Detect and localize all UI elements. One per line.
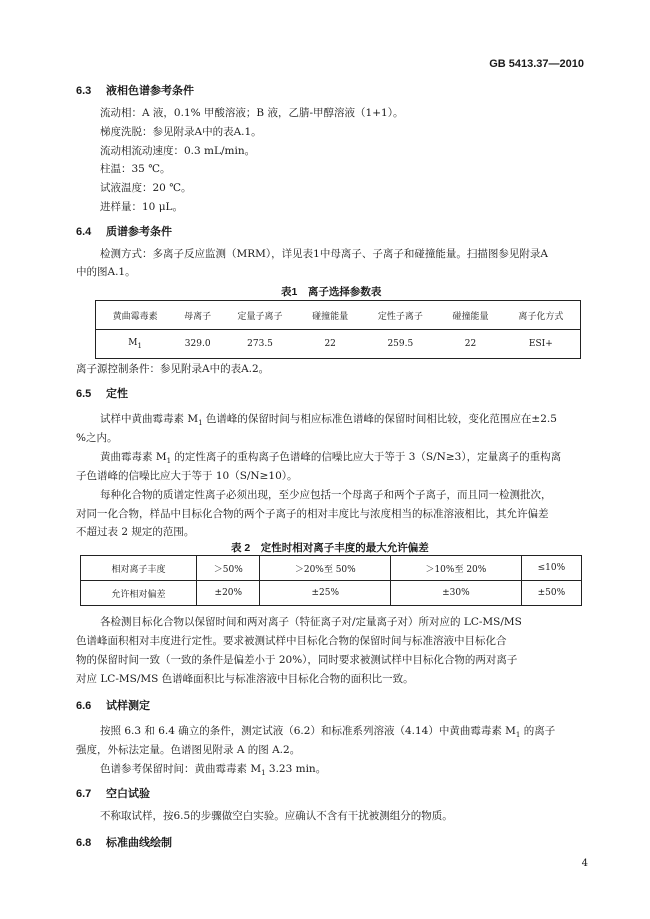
ms-para-line: 中的图A.1。 bbox=[76, 266, 136, 278]
sample-temp-line: 试液温度：20 ℃。 bbox=[100, 182, 192, 194]
header-cell: 离子化方式 bbox=[502, 301, 581, 330]
section-title: 标准曲线绘制 bbox=[106, 837, 172, 849]
table-cell: ±50% bbox=[521, 581, 581, 606]
page-number: 4 bbox=[581, 858, 588, 869]
section-title: 试样测定 bbox=[106, 700, 150, 712]
flow-rate-line: 流动相流动速度：0.3 mL/min。 bbox=[100, 145, 256, 157]
header-cell: 碰撞能量 bbox=[439, 301, 501, 330]
injection-volume-line: 进样量：10 μL。 bbox=[100, 201, 183, 213]
paragraph-line: 色谱峰面积相对丰度进行定性。要求被测试样中目标化合物的保留时间与标准溶液中目标化合 bbox=[76, 635, 507, 647]
standard-code: GB 5413.37—2010 bbox=[489, 58, 584, 70]
table-cell: 22 bbox=[324, 339, 336, 349]
section-number: 6.5 bbox=[76, 388, 92, 400]
text-span: 黄曲霉毒素 M bbox=[100, 451, 167, 463]
table-cell: ＞20%至 50% bbox=[260, 556, 391, 581]
determination-line bbox=[100, 723, 555, 739]
table-row bbox=[81, 581, 582, 606]
text-span: 的离子 bbox=[520, 725, 556, 737]
blank-test-line: 不称取试样，按6.5的步骤做空白实验。应确认不含有干扰被测组分的物质。 bbox=[100, 810, 453, 822]
table-cell: 273.5 bbox=[247, 339, 273, 349]
qualitative-line: 不超过表 2 规定的范围。 bbox=[76, 526, 195, 538]
section-title: 定性 bbox=[106, 388, 128, 400]
section-6-5-heading bbox=[76, 385, 128, 401]
compound-name: M bbox=[128, 338, 138, 349]
table-cell: ≤10% bbox=[521, 556, 581, 581]
table-cell: ±20% bbox=[197, 581, 260, 606]
header-cell: 碰撞能量 bbox=[299, 301, 361, 330]
table-cell: ESI+ bbox=[528, 339, 553, 349]
table-cell: ＞50% bbox=[197, 556, 260, 581]
subscript: 1 bbox=[261, 769, 266, 778]
qualitative-line: 对同一化合物，样品中目标化合物的两个子离子的相对丰度比与浓度相当的标准溶液相比，其允许偏差 bbox=[76, 508, 549, 520]
header-cell: 母离子 bbox=[174, 301, 221, 330]
header-cell: 黄曲霉毒素 bbox=[96, 301, 175, 330]
section-title: 空白试验 bbox=[106, 788, 150, 800]
header-cell: 定性子离子 bbox=[361, 301, 439, 330]
section-number: 6.7 bbox=[76, 788, 92, 800]
subscript: 1 bbox=[166, 457, 172, 466]
section-title: 液相色谱参考条件 bbox=[106, 85, 194, 97]
qualitative-line bbox=[100, 411, 557, 427]
gradient-line: 梯度洗脱：参见附录A中的表A.1。 bbox=[100, 126, 262, 138]
column-temp-line: 柱温：35 ℃。 bbox=[100, 163, 171, 175]
table-cell: 259.5 bbox=[387, 339, 414, 349]
ms-para-line: 检测方式：多离子反应监测（MRM），详见表1中母离子、子离子和碰撞能量。扫描图参见附录A bbox=[100, 248, 548, 260]
section-6-8-heading bbox=[76, 834, 172, 850]
qualitative-line: 子色谱峰的信噪比应大于等于 10（S/N≥10）。 bbox=[76, 470, 298, 482]
table-row bbox=[81, 556, 582, 581]
determination-line: 强度，外标法定量。色谱图见附录 A 的图 A.2。 bbox=[76, 744, 301, 756]
section-number: 6.6 bbox=[76, 700, 92, 712]
subscript: 1 bbox=[515, 731, 521, 740]
mobile-phase-line: 流动相：A 液，0.1% 甲酸溶液；B 液，乙腈-甲醇溶液（1+1）。 bbox=[100, 107, 404, 119]
section-number: 6.8 bbox=[76, 837, 92, 849]
qualitative-line bbox=[100, 449, 561, 465]
table-row bbox=[96, 330, 581, 359]
table2-caption: 表 2 定性时相对离子丰度的最大允许偏差 bbox=[231, 542, 429, 554]
text-span: 色谱参考保留时间：黄曲霉毒素 M bbox=[100, 763, 262, 775]
table1-caption: 表1 离子选择参数表 bbox=[281, 286, 382, 298]
qualitative-line: 每种化合物的质谱定性离子必须出现，至少应包括一个母离子和两个子离子，而且同一检测批次， bbox=[100, 489, 552, 501]
section-6-7-heading bbox=[76, 785, 150, 801]
header-cell: 定量子离子 bbox=[221, 301, 299, 330]
text-span: 3.23 min。 bbox=[265, 763, 327, 775]
text-span: 的定性离子的重构离子色谱峰的信噪比应大于等于 3（S/N≥3），定量离子的重构离 bbox=[171, 451, 562, 463]
text-span: 试样中黄曲霉毒素 M bbox=[100, 413, 199, 425]
text-span: 色谱峰的保留时间与相应标准色谱峰的保留时间相比较，变化范围应在±2.5 bbox=[202, 413, 557, 425]
section-number: 6.4 bbox=[76, 226, 92, 238]
paragraph-line: 物的保留时间一致（一致的条件是偏差小于 20%），同时要求被测试样中目标化合物的两对离子 bbox=[76, 654, 518, 666]
text-span: 按照 6.3 和 6.4 确立的条件，测定试液（6.2）和标准系列溶液（4.14）中黄曲霉毒素 M bbox=[100, 725, 516, 737]
table-cell: 相对离子丰度 bbox=[81, 556, 197, 581]
table-cell: 允许相对偏差 bbox=[81, 581, 197, 606]
deviation-table bbox=[80, 555, 582, 606]
subscript: 1 bbox=[137, 341, 142, 350]
determination-line bbox=[100, 761, 326, 777]
section-number: 6.3 bbox=[76, 85, 92, 97]
table-cell: ±30% bbox=[391, 581, 522, 606]
section-6-4-heading bbox=[76, 223, 172, 239]
section-title: 质谱参考条件 bbox=[106, 226, 172, 238]
section-6-3-heading bbox=[76, 82, 194, 98]
ion-source-line: 离子源控制条件：参见附录A中的表A.2。 bbox=[76, 363, 270, 375]
table-cell: 329.0 bbox=[184, 339, 211, 349]
table-cell: ＞10%至 20% bbox=[391, 556, 522, 581]
subscript: 1 bbox=[198, 419, 203, 428]
paragraph-line: 各检测目标化合物以保留时间和两对离子（特征离子对/定量离子对）所对应的 LC-MS/MS bbox=[100, 616, 522, 628]
table-cell bbox=[96, 330, 175, 359]
table-cell: ±25% bbox=[260, 581, 391, 606]
ion-parameter-table bbox=[95, 300, 581, 359]
section-6-6-heading bbox=[76, 697, 150, 713]
table-cell: 22 bbox=[464, 339, 477, 349]
paragraph-line: 对应 LC-MS/MS 色谱峰面积比与标准溶液中目标化合物的面积比一致。 bbox=[76, 673, 414, 685]
table-header-row bbox=[96, 301, 581, 330]
qualitative-line: %之内。 bbox=[76, 432, 118, 444]
